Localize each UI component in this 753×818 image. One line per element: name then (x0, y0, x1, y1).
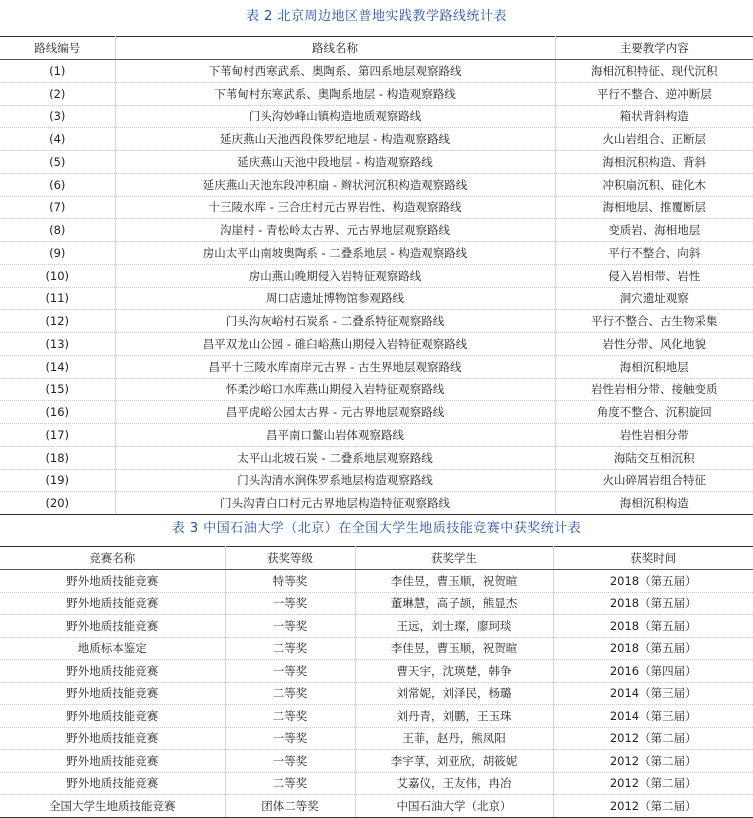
table3-cell-students: 刘常妮，刘泽民，杨璐 (355, 682, 553, 705)
table3-cell-competition: 野外地质技能竞赛 (0, 727, 225, 750)
table-row (0, 750, 753, 773)
table-row (0, 401, 753, 424)
table3-header-row (0, 547, 753, 570)
table3-cell-students: 中国石油大学（北京） (355, 795, 553, 818)
table-row (0, 682, 753, 705)
table2-cell-content: 海相地层、推覆断层 (555, 196, 753, 219)
table2-cell-route-no: (6) (0, 173, 115, 196)
table3-cell-award-level: 特等奖 (225, 570, 355, 593)
table3-cell-time: 2014（第三届） (553, 705, 753, 728)
table3-cell-award-level: 一等奖 (225, 727, 355, 750)
table3-cell-competition: 野外地质技能竞赛 (0, 682, 225, 705)
table2-cell-route-name: 昌平十三陵水库南岸元古界 - 古生界地层观察路线 (115, 355, 555, 378)
table2-cell-content: 洞穴遗址观察 (555, 287, 753, 310)
table2-cell-route-no: (10) (0, 264, 115, 287)
table-row (0, 424, 753, 447)
table2-header-route-no: 路线编号 (0, 37, 115, 60)
table2-cell-content: 海相沉积构造、背斜 (555, 151, 753, 174)
table3-header-competition: 竞赛名称 (0, 547, 225, 570)
table3-cell-students: 王菲，赵丹，熊凤阳 (355, 727, 553, 750)
table2-header-route-name: 路线名称 (115, 37, 555, 60)
table-row (0, 287, 753, 310)
table-row (0, 82, 753, 105)
table3-cell-award-level: 二等奖 (225, 682, 355, 705)
table2-cell-route-no: (8) (0, 219, 115, 242)
table2-cell-route-name: 沟崖村 - 青松岭太古界、元古界地层观察路线 (115, 219, 555, 242)
table-row (0, 151, 753, 174)
table3-cell-competition: 野外地质技能竞赛 (0, 660, 225, 683)
table2-cell-route-name: 门头沟妙峰山镇构造地质观察路线 (115, 105, 555, 128)
table-row (0, 173, 753, 196)
table2-cell-route-name: 门头沟青白口村元古界地层构造特征观察路线 (115, 492, 555, 515)
table2-cell-route-no: (7) (0, 196, 115, 219)
table2-cell-route-no: (18) (0, 446, 115, 469)
table2-cell-content: 火山岩组合、正断层 (555, 128, 753, 151)
table-row (0, 795, 753, 818)
table3-cell-award-level: 二等奖 (225, 637, 355, 660)
table3-cell-time: 2018（第五届） (553, 592, 753, 615)
table3-cell-award-level: 一等奖 (225, 592, 355, 615)
table3-cell-competition: 全国大学生地质技能竞赛 (0, 795, 225, 818)
table2-cell-content: 平行不整合、逆冲断层 (555, 82, 753, 105)
table2-cell-route-name: 延庆燕山天池中段地层 - 构造观察路线 (115, 151, 555, 174)
table3-cell-students: 李佳昱，曹玉顺，祝贺暄 (355, 570, 553, 593)
table2-cell-content: 海相沉积地层 (555, 355, 753, 378)
table-row (0, 772, 753, 795)
table3-cell-time: 2012（第二届） (553, 772, 753, 795)
table2-cell-route-no: (5) (0, 151, 115, 174)
table-row (0, 242, 753, 265)
table-row (0, 264, 753, 287)
table3-cell-students: 王远，刘士璨，廖珂琰 (355, 615, 553, 638)
table2-cell-route-no: (17) (0, 424, 115, 447)
table3-header-students: 获奖学生 (355, 547, 553, 570)
table3-cell-students: 艾嘉仪，王友伟，冉冶 (355, 772, 553, 795)
table2-cell-route-no: (12) (0, 310, 115, 333)
table3-cell-time: 2018（第五届） (553, 570, 753, 593)
table-row (0, 469, 753, 492)
table2-cell-route-no: (19) (0, 469, 115, 492)
table2-cell-route-no: (15) (0, 378, 115, 401)
table-row (0, 60, 753, 83)
table2-cell-content: 平行不整合、向斜 (555, 242, 753, 265)
table2-cell-content: 海相沉积构造 (555, 492, 753, 515)
table2-caption: 表 2 北京周边地区普地实践教学路线统计表 (245, 9, 508, 24)
table3-cell-award-level: 一等奖 (225, 750, 355, 773)
table2-cell-content: 箱状背斜构造 (555, 105, 753, 128)
table2-cell-content: 冲积扇沉积、硅化木 (555, 173, 753, 196)
table-row (0, 196, 753, 219)
table3-awards (0, 546, 753, 818)
table2-cell-content: 变质岩、海相地层 (555, 219, 753, 242)
table-row (0, 128, 753, 151)
table3-cell-competition: 野外地质技能竞赛 (0, 570, 225, 593)
table3-cell-time: 2012（第二届） (553, 727, 753, 750)
table2-header-row (0, 37, 753, 60)
table3-cell-award-level: 团体二等奖 (225, 795, 355, 818)
table2-cell-route-name: 昌平双龙山公园 - 碓臼峪燕山期侵入岩特征观察路线 (115, 333, 555, 356)
table2-cell-content: 岩性分带、风化地貌 (555, 333, 753, 356)
table2-cell-route-name: 下苇甸村西寒武系、奥陶系、第四系地层观察路线 (115, 60, 555, 83)
table2-cell-route-no: (16) (0, 401, 115, 424)
table2-cell-route-name: 房山太平山南坡奥陶系 - 二叠系地层 - 构造观察路线 (115, 242, 555, 265)
table3-cell-award-level: 一等奖 (225, 615, 355, 638)
table2-cell-route-name: 怀柔沙峪口水库燕山期侵入岩特征观察路线 (115, 378, 555, 401)
table2-cell-content: 岩性岩相分带、接触变质 (555, 378, 753, 401)
table-row (0, 219, 753, 242)
table3-cell-time: 2012（第二届） (553, 795, 753, 818)
table2-cell-route-no: (2) (0, 82, 115, 105)
table-row (0, 492, 753, 515)
table2-cell-route-no: (11) (0, 287, 115, 310)
table-row (0, 637, 753, 660)
table2-cell-route-no: (1) (0, 60, 115, 83)
table3-cell-time: 2012（第二届） (553, 750, 753, 773)
table2-cell-content: 侵入岩相带、岩性 (555, 264, 753, 287)
table-row (0, 727, 753, 750)
table3-cell-competition: 地质标本鉴定 (0, 637, 225, 660)
table-row (0, 355, 753, 378)
table3-cell-time: 2014（第三届） (553, 682, 753, 705)
table3-header-award-level: 获奖等级 (225, 547, 355, 570)
table2-cell-route-name: 房山燕山晚期侵入岩特征观察路线 (115, 264, 555, 287)
table3-cell-time: 2016（第四届） (553, 660, 753, 683)
table-row (0, 310, 753, 333)
table-row (0, 105, 753, 128)
table2-cell-route-no: (13) (0, 333, 115, 356)
table2-cell-route-no: (20) (0, 492, 115, 515)
table2-header-content: 主要教学内容 (555, 37, 753, 60)
table2-cell-content: 火山碎屑岩组合特征 (555, 469, 753, 492)
table3-cell-competition: 野外地质技能竞赛 (0, 772, 225, 795)
table3-cell-competition: 野外地质技能竞赛 (0, 705, 225, 728)
table2-cell-route-name: 延庆燕山天池东段冲积扇 - 辫状河沉积构造观察路线 (115, 173, 555, 196)
table3-header-time: 获奖时间 (553, 547, 753, 570)
table-row (0, 378, 753, 401)
table3-cell-students: 李宇莩，刘亚欣，胡筱妮 (355, 750, 553, 773)
table2-cell-content: 平行不整合、古生物采集 (555, 310, 753, 333)
table3-cell-time: 2018（第五届） (553, 637, 753, 660)
table3-cell-award-level: 二等奖 (225, 705, 355, 728)
table3-cell-students: 董琳慧，高子颉，熊显杰 (355, 592, 553, 615)
table-row (0, 615, 753, 638)
table2-cell-route-name: 延庆燕山天池西段侏罗纪地层 - 构造观察路线 (115, 128, 555, 151)
table2-cell-route-no: (4) (0, 128, 115, 151)
table3-cell-students: 李佳昱，曹玉顺，祝贺暄 (355, 637, 553, 660)
table2-cell-route-name: 下苇甸村东寒武系、奥陶系地层 - 构造观察路线 (115, 82, 555, 105)
table2-cell-route-no: (14) (0, 355, 115, 378)
table2-cell-route-no: (9) (0, 242, 115, 265)
table2-cell-route-name: 太平山北坡石炭 - 二叠系地层观察路线 (115, 446, 555, 469)
table2-cell-content: 岩性岩相分带 (555, 424, 753, 447)
table2-cell-route-name: 门头沟灰峪村石炭系 - 二叠系特征观察路线 (115, 310, 555, 333)
table2-cell-route-name: 昌平南口鳌山岩体观察路线 (115, 424, 555, 447)
table3-cell-award-level: 一等奖 (225, 660, 355, 683)
table3-cell-competition: 野外地质技能竞赛 (0, 592, 225, 615)
table2-cell-route-name: 门头沟清水涧侏罗系地层构造观察路线 (115, 469, 555, 492)
table2-cell-content: 角度不整合、沉积旋回 (555, 401, 753, 424)
table2-field-routes (0, 36, 753, 515)
table3-cell-time: 2018（第五届） (553, 615, 753, 638)
table-row (0, 446, 753, 469)
table3-cell-students: 刘丹青，刘鹏，王玉珠 (355, 705, 553, 728)
table2-cell-content: 海相沉积特征、现代沉积 (555, 60, 753, 83)
table2-cell-route-name: 周口店遗址博物馆参观路线 (115, 287, 555, 310)
table-row (0, 705, 753, 728)
table3-cell-students: 曹天宇，沈瑛楚，韩争 (355, 660, 553, 683)
table3-cell-award-level: 二等奖 (225, 772, 355, 795)
table2-cell-route-no: (3) (0, 105, 115, 128)
table3-cell-competition: 野外地质技能竞赛 (0, 750, 225, 773)
table2-cell-content: 海陆交互相沉积 (555, 446, 753, 469)
table2-cell-route-name: 十三陵水库 - 三合庄村元古界岩性、构造观察路线 (115, 196, 555, 219)
table2-cell-route-name: 昌平虎峪公园太古界 - 元古界地层观察路线 (115, 401, 555, 424)
table-row (0, 570, 753, 593)
table-row (0, 592, 753, 615)
table3-caption: 表 3 中国石油大学（北京）在全国大学生地质技能竞赛中获奖统计表 (171, 521, 582, 536)
table-row (0, 333, 753, 356)
table3-cell-competition: 野外地质技能竞赛 (0, 615, 225, 638)
table-row (0, 660, 753, 683)
